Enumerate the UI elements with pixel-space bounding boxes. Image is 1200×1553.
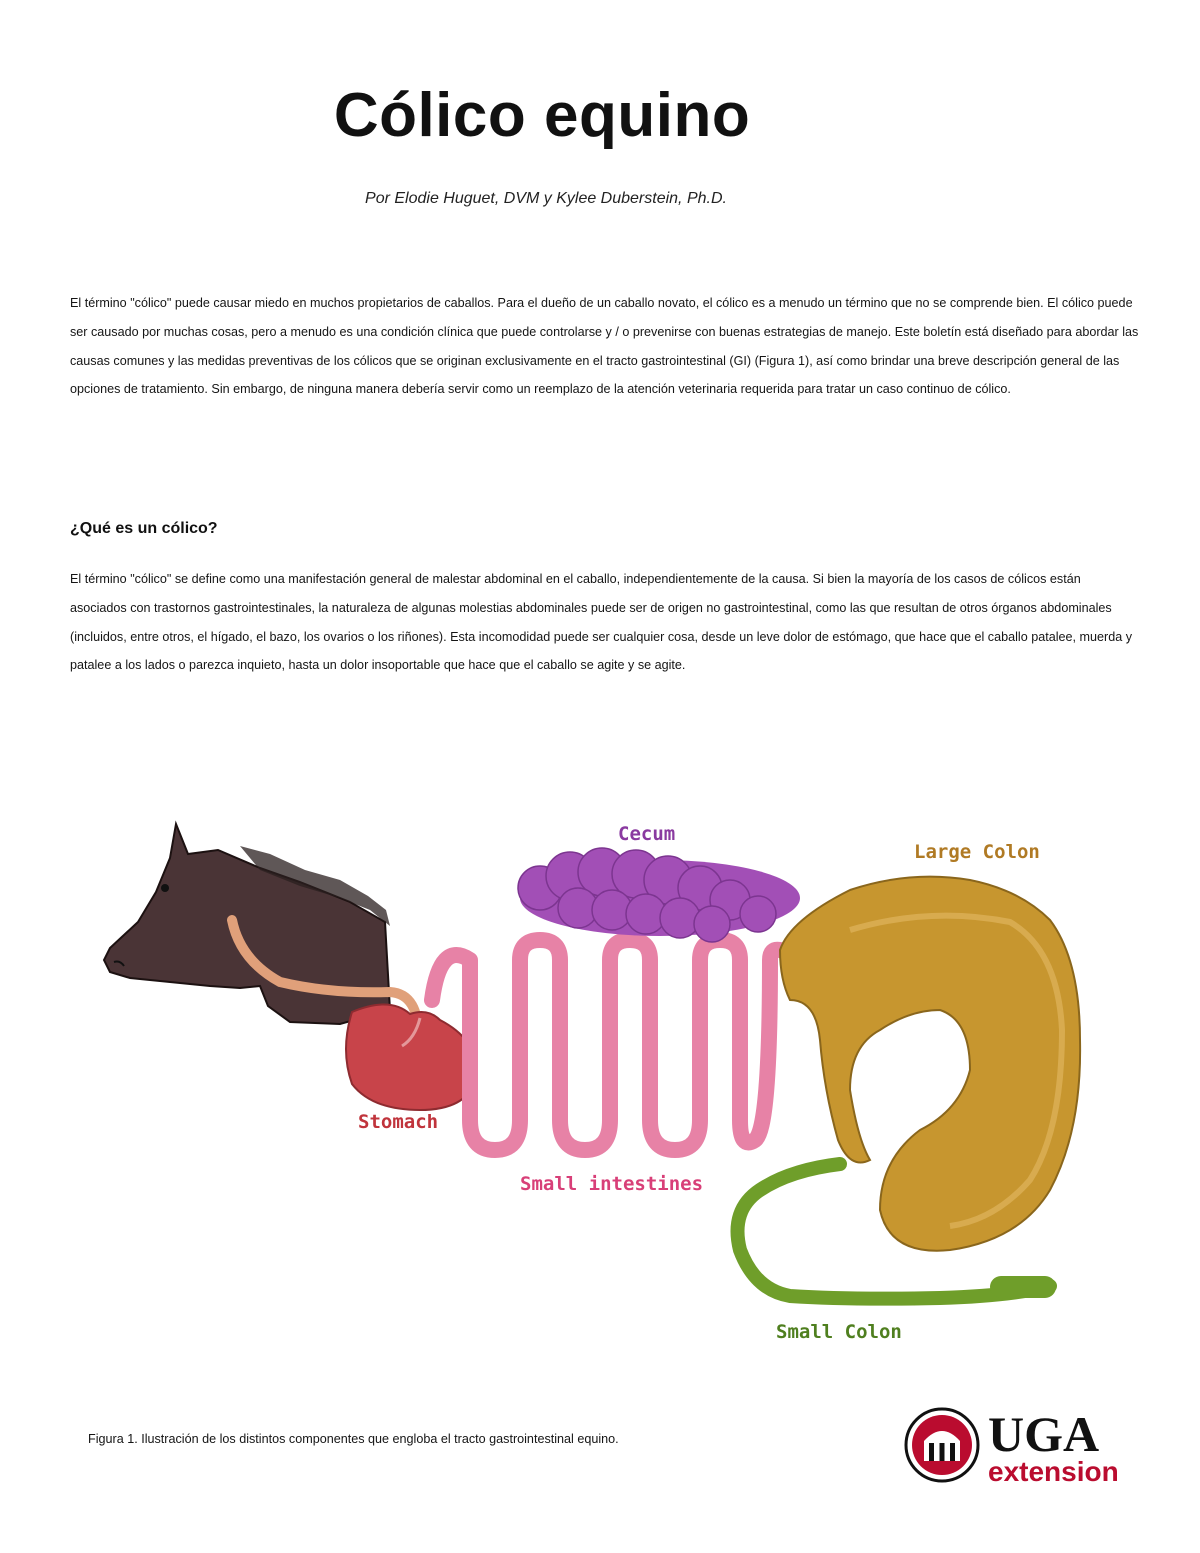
page-title: Cólico equino	[333, 81, 751, 150]
byline: Por Elodie Huguet, DVM y Kylee Duberstein, Ph.D.	[365, 190, 727, 207]
small-intestines-organ	[432, 940, 780, 1150]
gi-tract-figure	[90, 810, 1090, 1350]
cecum-organ	[518, 848, 800, 942]
stomach-organ	[346, 1004, 477, 1110]
small-intestines-label: Small intestines	[520, 1173, 704, 1195]
figure-caption: Figura 1. Ilustración de los distintos componentes que engloba el tracto gastrointestinal equino.	[88, 1432, 619, 1446]
section-paragraph: El término "cólico" se define como una manifestación general de malestar abdominal en el caballo, independientemente de la causa. Si bien la mayoría de los casos de cólicos están asociados con trastornos gastrointestinales, la naturaleza de algunas molestias abdominales puede ser de origen no gastrointestinal, como las que resultan de otros órganos abdominales (incluidos, entre otros, el hígado, el bazo, los ovarios o los riñones). Esta incomodidad puede ser cualquier cosa, desde un leve dolor de estómago, que hace que el caballo patalee, muerda y patalee a los lados o parezca inquieto, hasta un dolor insoportable que hace que el caballo se agite y se agite.	[70, 572, 1133, 673]
cecum-label: Cecum	[618, 823, 676, 845]
intro-paragraph: El término "cólico" puede causar miedo en muchos propietarios de caballos. Para el dueño de un caballo novato, el cólico es a menudo un término que no se comprende bien. El cólico puede ser causado por muchas cosas, pero a menudo es una condición clínica que puede controlarse y / o prevenirse con buenas estrategias de manejo. Este boletín está diseñado para abordar las causas comunes y las medidas preventivas de los cólicos que se originan exclusivamente en el tracto gastrointestinal (GI) (Figura 1), así como brindar una breve descripción general de las opciones de tratamiento. Sin embargo, de ninguna manera debería servir como un reemplazo de la atención veterinaria requerida para tratar un caso continuo de cólico.	[70, 296, 1139, 397]
logo-uga-text: UGA	[988, 1406, 1100, 1462]
logo-extension-text: extension	[988, 1456, 1119, 1487]
section-heading: ¿Qué es un cólico?	[70, 520, 218, 537]
large-colon-label: Large Colon	[914, 841, 1040, 863]
uga-extension-logo	[902, 1405, 1142, 1495]
large-colon-organ	[780, 877, 1080, 1251]
stomach-label: Stomach	[358, 1111, 439, 1133]
small-colon-label: Small Colon	[776, 1321, 902, 1343]
